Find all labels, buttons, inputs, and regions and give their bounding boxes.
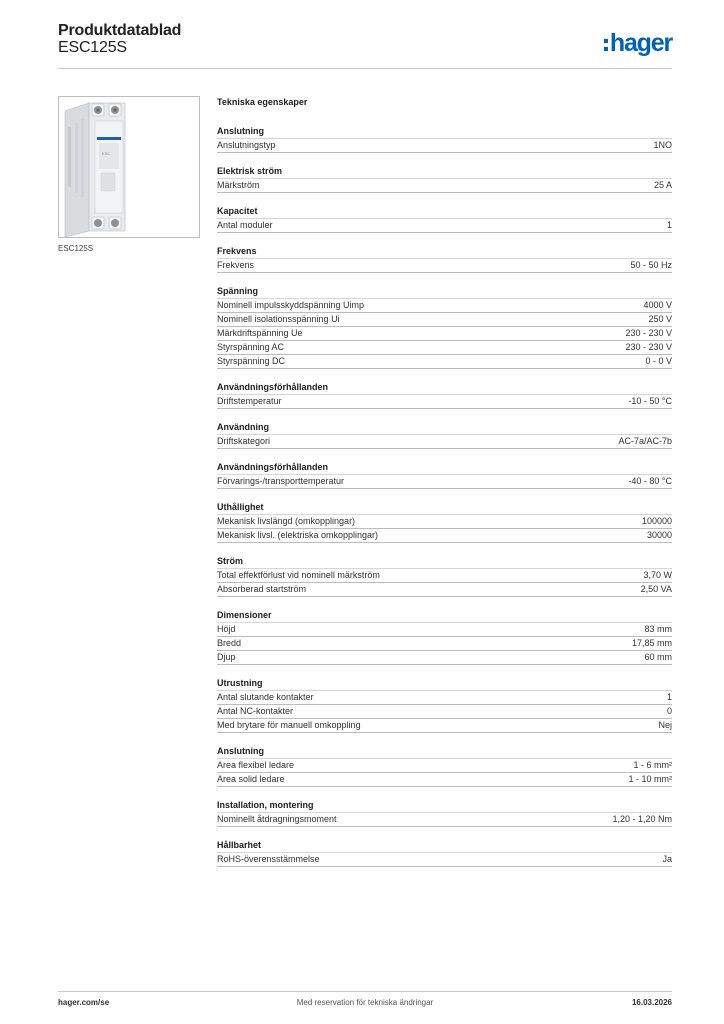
header-divider (58, 68, 672, 69)
spec-group-title: Hållbarhet (217, 839, 672, 853)
spec-value: 100000 (641, 516, 672, 526)
spec-row (217, 435, 672, 449)
spec-label: Djup (217, 652, 236, 662)
product-code: ESC125S (58, 39, 127, 56)
spec-row (217, 179, 672, 193)
spec-label: Styrspänning DC (217, 356, 286, 366)
spec-row (217, 691, 672, 705)
spec-group (217, 677, 672, 733)
spec-value: 25 A (653, 180, 672, 190)
technical-specifications (217, 96, 672, 879)
document-title: Produktdatablad (58, 22, 182, 39)
spec-row (217, 623, 672, 637)
spec-group (217, 245, 672, 273)
spec-group-title: Användningsförhållanden (217, 381, 672, 395)
spec-group-title: Ström (217, 555, 672, 569)
spec-value: Ja (662, 854, 672, 864)
spec-group-title: Elektrisk ström (217, 165, 672, 179)
spec-value: 83 mm (644, 624, 672, 634)
spec-value: 1,20 - 1,20 Nm (612, 814, 672, 824)
spec-group (217, 555, 672, 597)
spec-label: Antal NC-kontakter (217, 706, 294, 716)
spec-group (217, 125, 672, 153)
spec-value: AC-7a/AC-7b (618, 436, 672, 446)
footer-divider (58, 991, 672, 992)
spec-value: 0 - 0 V (645, 356, 672, 366)
product-image-frame (58, 96, 200, 238)
spec-row (217, 299, 672, 313)
spec-group-title: Frekvens (217, 245, 672, 259)
spec-label: Absorberad startström (217, 584, 307, 594)
spec-value: 0 (666, 706, 672, 716)
spec-row (217, 475, 672, 489)
spec-label: Märkström (217, 180, 260, 190)
spec-value: 250 V (648, 314, 672, 324)
spec-group-title: Uthållighet (217, 501, 672, 515)
spec-label: Med brytare för manuell omkoppling (217, 720, 361, 730)
spec-group-title: Installation, montering (217, 799, 672, 813)
spec-value: 1NO (653, 140, 672, 150)
spec-group-title: Anslutning (217, 125, 672, 139)
spec-row (217, 529, 672, 543)
spec-row (217, 259, 672, 273)
spec-label: Driftstemperatur (217, 396, 282, 406)
spec-row (217, 583, 672, 597)
spec-label: Bredd (217, 638, 242, 648)
spec-group (217, 381, 672, 409)
spec-row (217, 853, 672, 867)
spec-group (217, 609, 672, 665)
product-image-caption: ESC125S (58, 244, 94, 253)
spec-group (217, 205, 672, 233)
spec-group-title: Utrustning (217, 677, 672, 691)
spec-groups (217, 125, 672, 867)
spec-label: Mekanisk livsl. (elektriska omkopplingar) (217, 530, 379, 540)
spec-label: Höjd (217, 624, 236, 634)
spec-label: Antal moduler (217, 220, 273, 230)
spec-label: Area solid ledare (217, 774, 285, 784)
spec-value: -40 - 80 °C (628, 476, 672, 486)
footer-website-link[interactable]: hager.com/se (58, 998, 110, 1007)
spec-value: 4000 V (643, 300, 672, 310)
spec-row (217, 569, 672, 583)
spec-label: Nominellt åtdragningsmoment (217, 814, 337, 824)
page-header (58, 22, 672, 68)
spec-row (217, 651, 672, 665)
spec-group (217, 421, 672, 449)
hager-logo[interactable] (604, 28, 672, 58)
spec-row (217, 355, 672, 369)
spec-label: Förvarings-/transporttemperatur (217, 476, 345, 486)
spec-row (217, 327, 672, 341)
spec-label: Nominell isolationsspänning Ui (217, 314, 340, 324)
contactor-product-image (59, 97, 199, 237)
spec-value: 50 - 50 Hz (630, 260, 672, 270)
spec-value: 30000 (646, 530, 672, 540)
spec-group (217, 839, 672, 867)
svg-text:ESC: ESC (102, 151, 111, 156)
spec-label: Area flexibel ledare (217, 760, 295, 770)
spec-row (217, 719, 672, 733)
logo-text: hager (609, 29, 672, 57)
spec-group-title: Dimensioner (217, 609, 672, 623)
page-footer (58, 998, 672, 1010)
spec-row (217, 813, 672, 827)
spec-value: 1 - 10 mm² (628, 774, 672, 784)
spec-row (217, 139, 672, 153)
spec-group-title: Användningsförhållanden (217, 461, 672, 475)
spec-value: 2,50 VA (640, 584, 672, 594)
spec-label: Nominell impulsskyddspänning Uimp (217, 300, 365, 310)
spec-group-title: Spänning (217, 285, 672, 299)
spec-group (217, 501, 672, 543)
spec-group (217, 461, 672, 489)
spec-value: 1 - 6 mm² (633, 760, 672, 770)
spec-value: 1 (666, 692, 672, 702)
spec-label: Total effektförlust vid nominell märkström (217, 570, 380, 580)
spec-group (217, 285, 672, 369)
spec-group-title: Användning (217, 421, 672, 435)
spec-value: 230 - 230 V (625, 342, 672, 352)
logo-dots-icon (604, 39, 608, 51)
spec-row (217, 219, 672, 233)
spec-group (217, 165, 672, 193)
spec-label: Styrspänning AC (217, 342, 285, 352)
spec-row (217, 515, 672, 529)
spec-row (217, 773, 672, 787)
spec-row (217, 637, 672, 651)
spec-group (217, 745, 672, 787)
spec-value: 1 (666, 220, 672, 230)
spec-row (217, 705, 672, 719)
spec-value: 230 - 230 V (625, 328, 672, 338)
spec-row (217, 313, 672, 327)
spec-value: 60 mm (644, 652, 672, 662)
spec-label: Antal slutande kontakter (217, 692, 314, 702)
spec-group-title: Kapacitet (217, 205, 672, 219)
spec-value: 3,70 W (643, 570, 672, 580)
spec-group (217, 799, 672, 827)
spec-label: Frekvens (217, 260, 255, 270)
spec-row (217, 759, 672, 773)
spec-label: RoHS-överensstämmelse (217, 854, 320, 864)
spec-value: Nej (658, 720, 672, 730)
spec-label: Mekanisk livslängd (omkopplingar) (217, 516, 356, 526)
specs-title: Tekniska egenskaper (217, 97, 308, 107)
footer-date: 16.03.2026 (631, 998, 672, 1007)
spec-group-title: Anslutning (217, 745, 672, 759)
spec-value: -10 - 50 °C (628, 396, 672, 406)
footer-disclaimer: Med reservation för tekniska ändringar (296, 998, 434, 1007)
spec-row (217, 341, 672, 355)
spec-value: 17,85 mm (631, 638, 672, 648)
spec-row (217, 395, 672, 409)
spec-label: Driftskategori (217, 436, 271, 446)
spec-label: Märkdriftspänning Ue (217, 328, 303, 338)
spec-label: Anslutningstyp (217, 140, 276, 150)
